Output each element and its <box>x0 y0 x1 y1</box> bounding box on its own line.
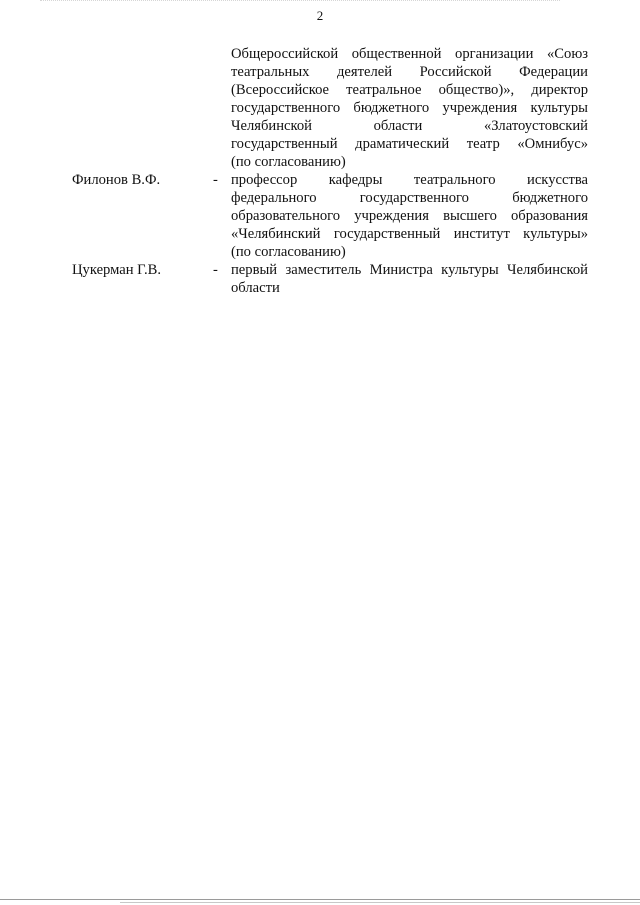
description-line: Челябинской области «Златоустовский <box>231 118 588 134</box>
description-line: федерального государственного бюджетного <box>231 190 588 206</box>
roster-entry-filonov <box>0 171 640 261</box>
description-line: (по согласованию) <box>231 154 346 170</box>
description-line: «Челябинский государственный институт культуры» <box>231 226 588 242</box>
description-line: (по согласованию) <box>231 244 346 260</box>
description-line: (Всероссийское театральное общество)», директор <box>231 82 588 98</box>
entry-description <box>231 45 588 171</box>
description-line: образовательного учреждения высшего образования <box>231 208 588 224</box>
description-line: области <box>231 280 280 296</box>
name-separator-dash: - <box>213 172 218 188</box>
description-line: государственный драматический театр «Омнибус» <box>231 136 588 152</box>
entry-description <box>231 171 588 261</box>
description-line: театральных деятелей Российской Федерации <box>231 64 588 80</box>
entry-description <box>231 261 588 297</box>
page-number: 2 <box>316 8 324 23</box>
scan-artifact-bottom <box>0 899 640 900</box>
roster-entry-tsukerman <box>0 261 640 297</box>
description-line: государственного бюджетного учреждения культуры <box>231 100 588 116</box>
name-separator-dash: - <box>213 262 218 278</box>
description-line: Общероссийской общественной организации «Союз <box>231 46 588 62</box>
roster-entry-continued <box>0 45 640 171</box>
member-name: Филонов В.Ф. <box>72 172 161 188</box>
description-line: профессор кафедры театрального искусства <box>231 172 588 188</box>
scan-artifact-bottom <box>120 902 640 903</box>
commission-roster <box>0 45 640 297</box>
description-line: первый заместитель Министра культуры Челябинской <box>231 262 588 278</box>
member-name: Цукерман Г.В. <box>72 262 162 278</box>
scan-artifact-top <box>40 0 560 2</box>
